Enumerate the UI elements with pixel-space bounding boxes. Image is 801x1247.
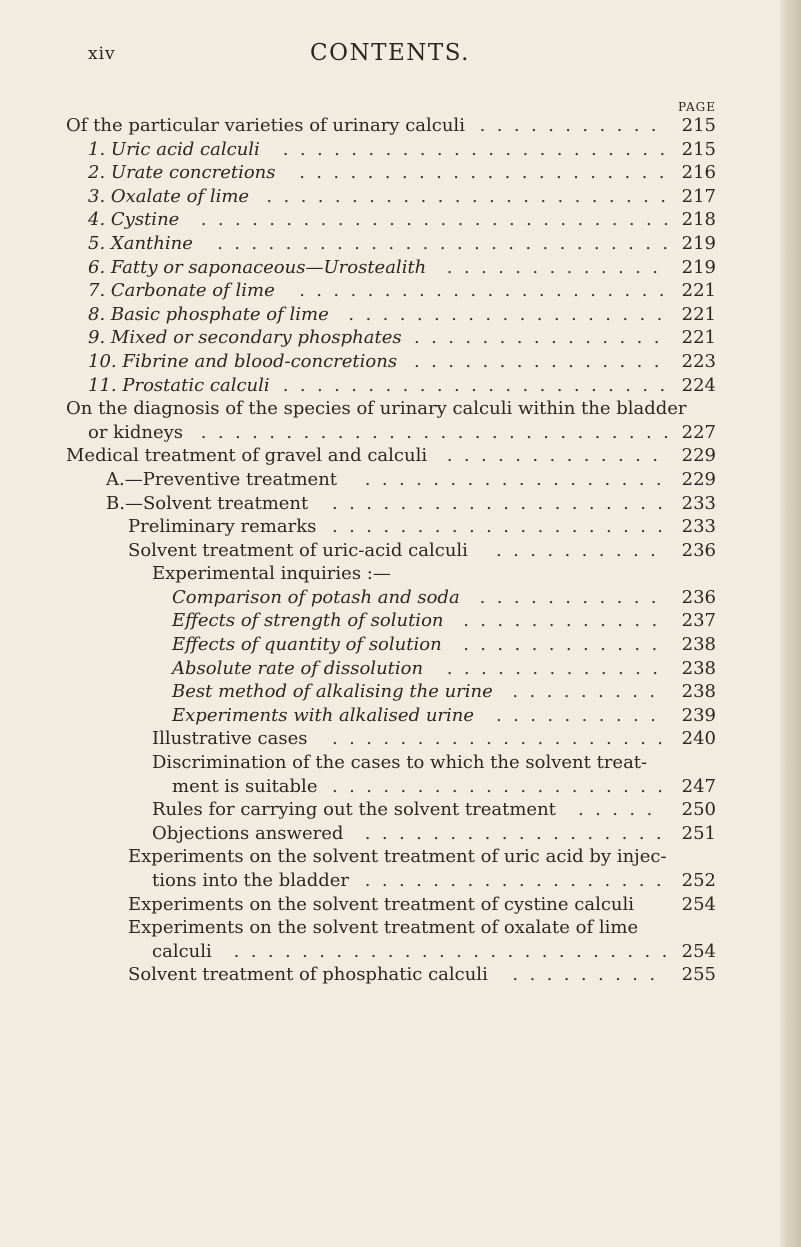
toc-entry-page: 233: [681, 516, 716, 538]
toc-entry: [0, 515, 780, 539]
toc-entry: [0, 893, 780, 917]
toc-entry-page: 219: [681, 232, 716, 254]
toc-entry: [0, 822, 780, 846]
toc-entry-page: 239: [681, 704, 716, 726]
dot-leader: .............: [446, 256, 670, 278]
toc-entry: [0, 775, 780, 799]
toc-entry-page: 233: [681, 492, 716, 514]
toc-entry: [0, 444, 780, 468]
toc-entry-page: 218: [681, 209, 716, 231]
toc-entry-title: Experiments on the solvent treatment of cystine calculi: [128, 893, 635, 915]
toc-entry: [0, 138, 780, 162]
toc-entry-title: Absolute rate of dissolution: [172, 657, 424, 679]
toc-entry: [0, 421, 780, 445]
toc-entry-page: 221: [681, 327, 716, 349]
toc-entry-title: Effects of quantity of solution: [172, 634, 442, 656]
toc-entry: [0, 114, 780, 138]
toc-entry: [0, 751, 780, 775]
toc-entry-page: 238: [681, 657, 716, 679]
toc-entry: [0, 492, 780, 516]
toc-entry: [0, 326, 780, 350]
toc-entry-title: or kidneys: [88, 421, 184, 443]
dot-leader: ...........: [479, 586, 668, 608]
toc-entry-page: 255: [681, 964, 716, 986]
dot-leader: ............................: [200, 421, 681, 443]
toc-entry-title: ment is suitable: [172, 775, 318, 797]
toc-entry: [0, 562, 780, 586]
toc-entry-title: Illustrative cases: [152, 728, 308, 750]
toc-entry-title: 7. Carbonate of lime: [88, 280, 275, 302]
toc-entry-page: 238: [681, 634, 716, 656]
toc-entry-title: 11. Prostatic calculi: [88, 374, 270, 396]
dot-leader: ....................: [332, 728, 675, 750]
toc-entry: [0, 208, 780, 232]
toc-entry-title: Preliminary remarks: [128, 516, 317, 538]
toc-entry-title: 5. Xanthine: [88, 232, 193, 254]
toc-entry-title: calculi: [152, 940, 212, 962]
toc-entry-page: 216: [681, 162, 716, 184]
dot-leader: ............................: [200, 209, 681, 231]
dot-leader: ...............: [414, 327, 671, 349]
toc-entry-page: 251: [681, 822, 716, 844]
toc-entry: [0, 397, 780, 421]
dot-leader: ..........................: [233, 940, 679, 962]
toc-entry-page: 252: [681, 870, 716, 891]
page-folio: xiv: [88, 44, 116, 64]
toc-entry-title: Solvent treatment of phosphatic calculi: [128, 964, 488, 986]
toc-entry: [0, 657, 780, 681]
page-title: CONTENTS.: [310, 40, 470, 66]
dot-leader: ..................: [364, 870, 673, 891]
toc-entry: [0, 869, 780, 893]
toc-entry-page: 254: [681, 893, 716, 915]
toc-entry-title: 6. Fatty or saponaceous—Urostealith: [88, 256, 427, 278]
toc-entry-title: tions into the bladder: [152, 870, 350, 891]
toc-entry-page: 229: [681, 468, 716, 490]
toc-entry-title: 4. Cystine: [88, 209, 180, 231]
dot-leader: .......................: [282, 374, 677, 396]
contents-list: [0, 114, 780, 987]
dot-leader: .....: [578, 799, 664, 821]
toc-entry: [0, 256, 780, 280]
toc-entry-title: Of the particular varieties of urinary calculi: [66, 115, 465, 136]
toc-entry-page: 219: [681, 256, 716, 278]
toc-entry-title: Effects of strength of solution: [172, 610, 444, 632]
page-column-label: PAGE: [678, 100, 716, 114]
toc-entry: [0, 350, 780, 374]
toc-entry: [0, 727, 780, 751]
dot-leader: ...........................: [217, 232, 680, 254]
toc-entry-page: 217: [681, 185, 716, 207]
toc-entry-page: 227: [681, 421, 716, 443]
dot-leader: ............: [463, 610, 669, 632]
toc-entry-title: Experiments with alkalised urine: [172, 704, 475, 726]
toc-entry: [0, 468, 780, 492]
toc-entry-title: On the diagnosis of the species of urinary calculi within the bladder: [66, 398, 687, 420]
dot-leader: ............: [463, 634, 669, 656]
book-spine-edge: [780, 0, 801, 1247]
toc-entry-title: Objections answered: [152, 822, 344, 844]
toc-entry: [0, 279, 780, 303]
toc-entry-title: 9. Mixed or secondary phosphates: [88, 327, 402, 349]
toc-entry: [0, 704, 780, 728]
dot-leader: ....................: [332, 775, 675, 797]
toc-entry: [0, 798, 780, 822]
toc-entry-page: 215: [681, 138, 716, 160]
dot-leader: ..................: [364, 822, 673, 844]
toc-entry-title: 1. Uric acid calculi: [88, 138, 260, 160]
toc-entry-title: Comparison of potash and soda: [172, 586, 460, 608]
dot-leader: ...................: [348, 303, 674, 325]
toc-entry: [0, 586, 780, 610]
toc-entry: [0, 680, 780, 704]
toc-entry: [0, 374, 780, 398]
toc-entry-title: Medical treatment of gravel and calculi: [66, 445, 428, 467]
dot-leader: ....................: [332, 492, 675, 514]
dot-leader: ..........: [496, 539, 668, 561]
toc-entry-title: 10. Fibrine and blood-concretions: [88, 350, 398, 372]
toc-entry-page: 237: [681, 610, 716, 632]
toc-entry: [0, 963, 780, 987]
toc-entry: [0, 633, 780, 657]
dot-leader: ...........: [479, 115, 668, 136]
toc-entry-page: 229: [681, 445, 716, 467]
toc-entry-title: Rules for carrying out the solvent treatment: [152, 799, 556, 821]
toc-entry-title: A.—Preventive treatment: [106, 468, 338, 490]
toc-entry-title: Experiments on the solvent treatment of uric acid by injec-: [128, 846, 667, 868]
toc-entry-page: 236: [681, 539, 716, 561]
toc-entry-title: B.—Solvent treatment: [106, 492, 309, 514]
toc-entry-title: Discrimination of the cases to which the solvent treat-: [152, 752, 648, 774]
dot-leader: .............: [446, 445, 670, 467]
dot-leader: ....................: [332, 516, 675, 538]
toc-entry-page: 224: [681, 374, 716, 396]
toc-entry-title: 8. Basic phosphate of lime: [88, 303, 329, 325]
toc-entry: [0, 185, 780, 209]
toc-entry: [0, 845, 780, 869]
dot-leader: ..........: [496, 704, 668, 726]
toc-entry-page: 215: [681, 115, 716, 136]
page-header: [0, 38, 780, 78]
dot-leader: ......................: [299, 280, 676, 302]
toc-entry-page: 238: [681, 681, 716, 703]
toc-entry-page: 254: [681, 940, 716, 962]
toc-entry: [0, 232, 780, 256]
toc-entry: [0, 161, 780, 185]
toc-entry-page: 221: [681, 303, 716, 325]
dot-leader: .........: [512, 964, 667, 986]
toc-entry-page: 236: [681, 586, 716, 608]
toc-entry-title: 2. Urate concretions: [88, 162, 276, 184]
toc-entry-page: 223: [681, 350, 716, 372]
toc-entry: [0, 916, 780, 940]
dot-leader: .......................: [282, 138, 677, 160]
dot-leader: .........: [512, 681, 667, 703]
toc-entry: [0, 303, 780, 327]
toc-entry-page: 250: [681, 799, 716, 821]
toc-entry-title: Solvent treatment of uric-acid calculi: [128, 539, 468, 561]
toc-entry-title: Best method of alkalising the urine: [172, 681, 493, 703]
toc-entry-page: 240: [681, 728, 716, 750]
dot-leader: ........................: [266, 185, 678, 207]
toc-entry: [0, 539, 780, 563]
dot-leader: ...............: [414, 350, 671, 372]
dot-leader: ..................: [364, 468, 673, 490]
toc-entry-title: 3. Oxalate of lime: [88, 185, 250, 207]
toc-entry: [0, 940, 780, 964]
toc-entry-page: 221: [681, 280, 716, 302]
dot-leader: ......................: [299, 162, 676, 184]
toc-entry-title: Experimental inquiries :—: [152, 563, 391, 585]
toc-entry-title: Experiments on the solvent treatment of oxalate of lime: [128, 917, 639, 939]
toc-entry-page: 247: [681, 775, 716, 797]
toc-entry: [0, 609, 780, 633]
dot-leader: .............: [446, 657, 670, 679]
